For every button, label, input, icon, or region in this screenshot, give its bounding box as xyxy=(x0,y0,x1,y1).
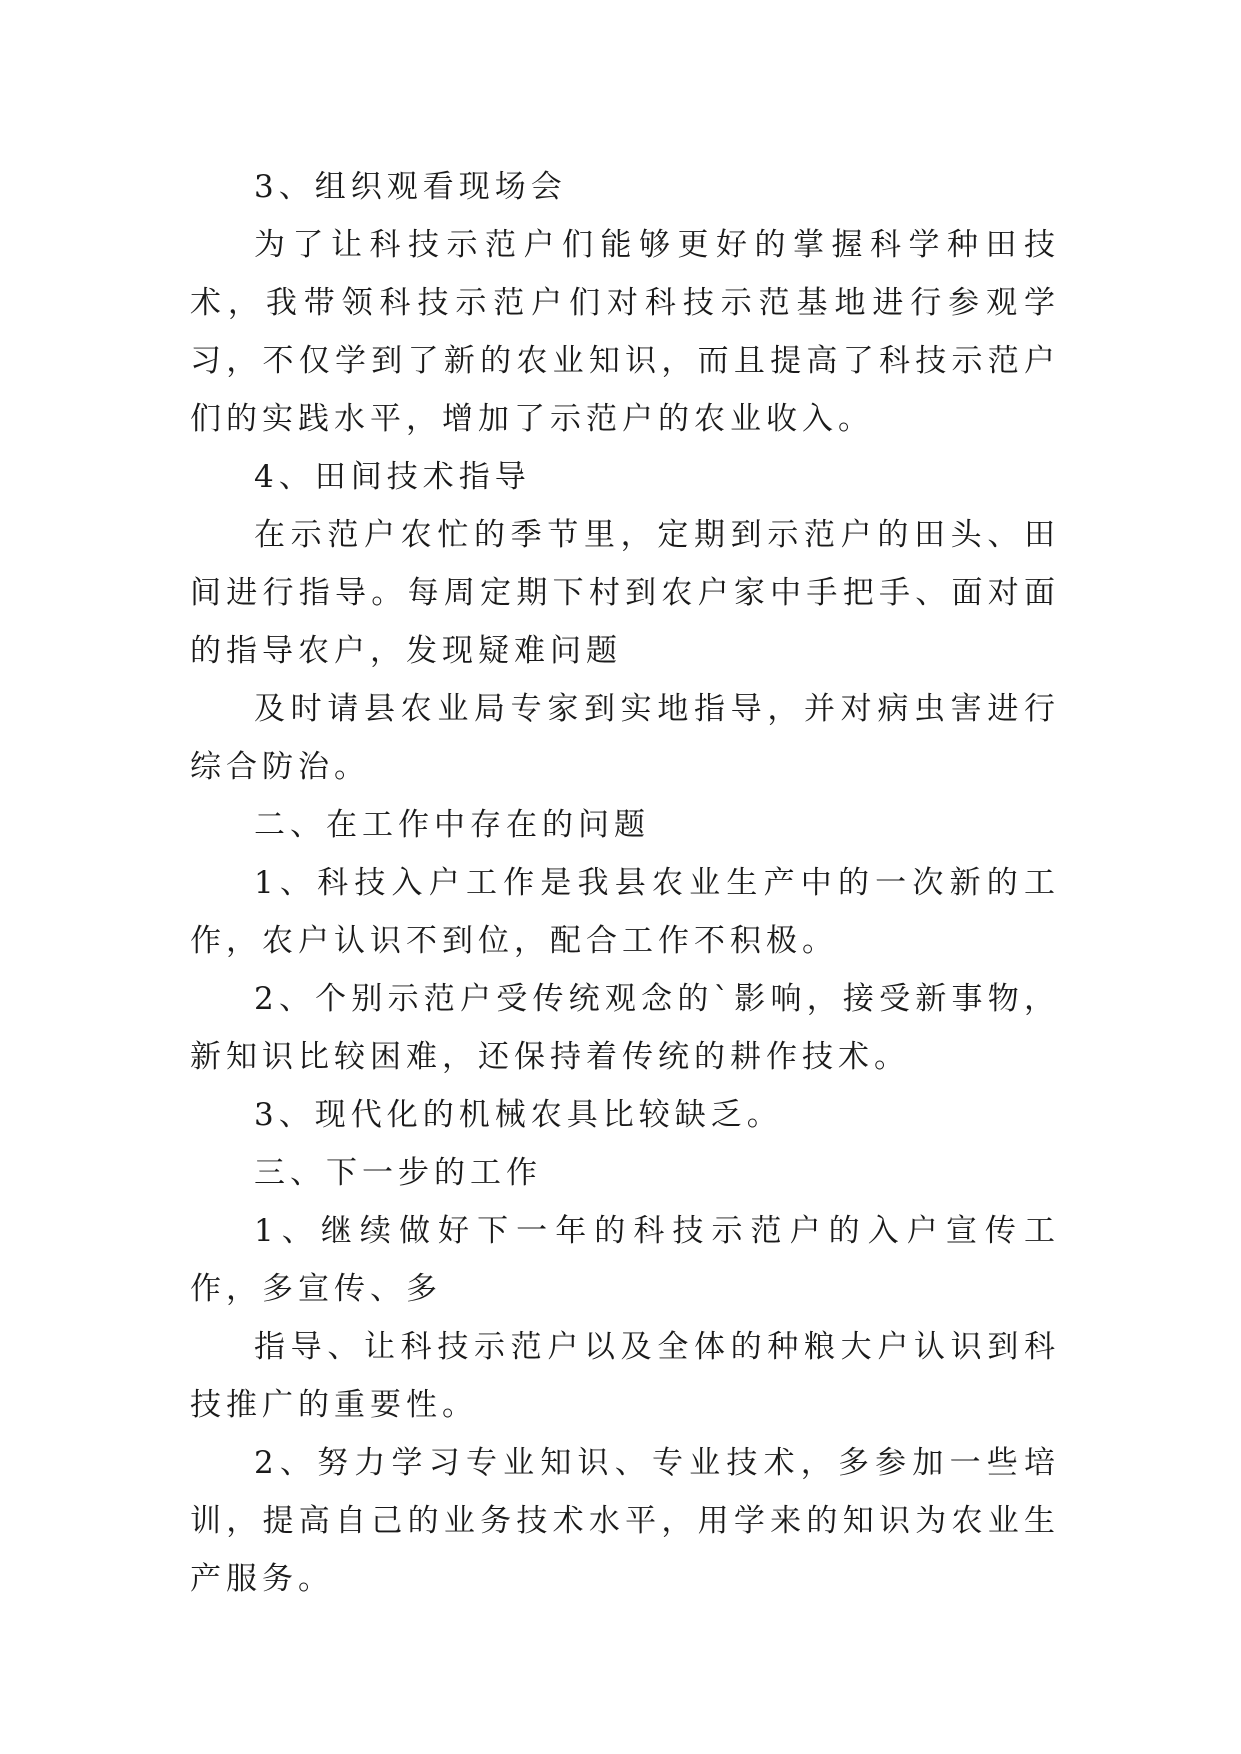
paragraph-expert-guidance: 及时请县农业局专家到实地指导，并对病虫害进行综合防治。 xyxy=(190,691,1060,785)
section-heading-next-steps: 三、下一步的工作 xyxy=(254,1155,542,1191)
paragraph-problem-1: 1、科技入户工作是我县农业生产中的一次新的工作，农户认识不到位，配合工作不积极。 xyxy=(190,865,1060,959)
document-body xyxy=(190,158,1060,1608)
paragraph-problem-2: 2、个别示范户受传统观念的`影响，接受新事物，新知识比较困难，还保持着传统的耕作技术。 xyxy=(190,981,1060,1075)
subheading-organize-site-visit: 3、组织观看现场会 xyxy=(254,169,567,205)
paragraph-site-visit: 为了让科技示范户们能够更好的掌握科学种田技术，我带领科技示范户们对科技示范基地进行参观学习，不仅学到了新的农业知识，而且提高了科技示范户们的实践水平，增加了示范户的农业收入。 xyxy=(190,227,1060,437)
paragraph-next-step-1: 1、继续做好下一年的科技示范户的入户宣传工作，多宣传、多 xyxy=(190,1213,1060,1307)
paragraph-next-step-1-cont: 指导、让科技示范户以及全体的种粮大户认识到科技推广的重要性。 xyxy=(190,1329,1060,1423)
section-heading-problems: 二、在工作中存在的问题 xyxy=(254,807,650,843)
paragraph-problem-3: 3、现代化的机械农具比较缺乏。 xyxy=(254,1097,783,1133)
subheading-field-guidance: 4、田间技术指导 xyxy=(254,459,531,495)
paragraph-field-guidance: 在示范户农忙的季节里，定期到示范户的田头、田间进行指导。每周定期下村到农户家中手把手、面对面的指导农户，发现疑难问题 xyxy=(190,517,1060,669)
paragraph-next-step-2: 2、努力学习专业知识、专业技术，多参加一些培训，提高自己的业务技术水平，用学来的知识为农业生产服务。 xyxy=(190,1445,1060,1597)
